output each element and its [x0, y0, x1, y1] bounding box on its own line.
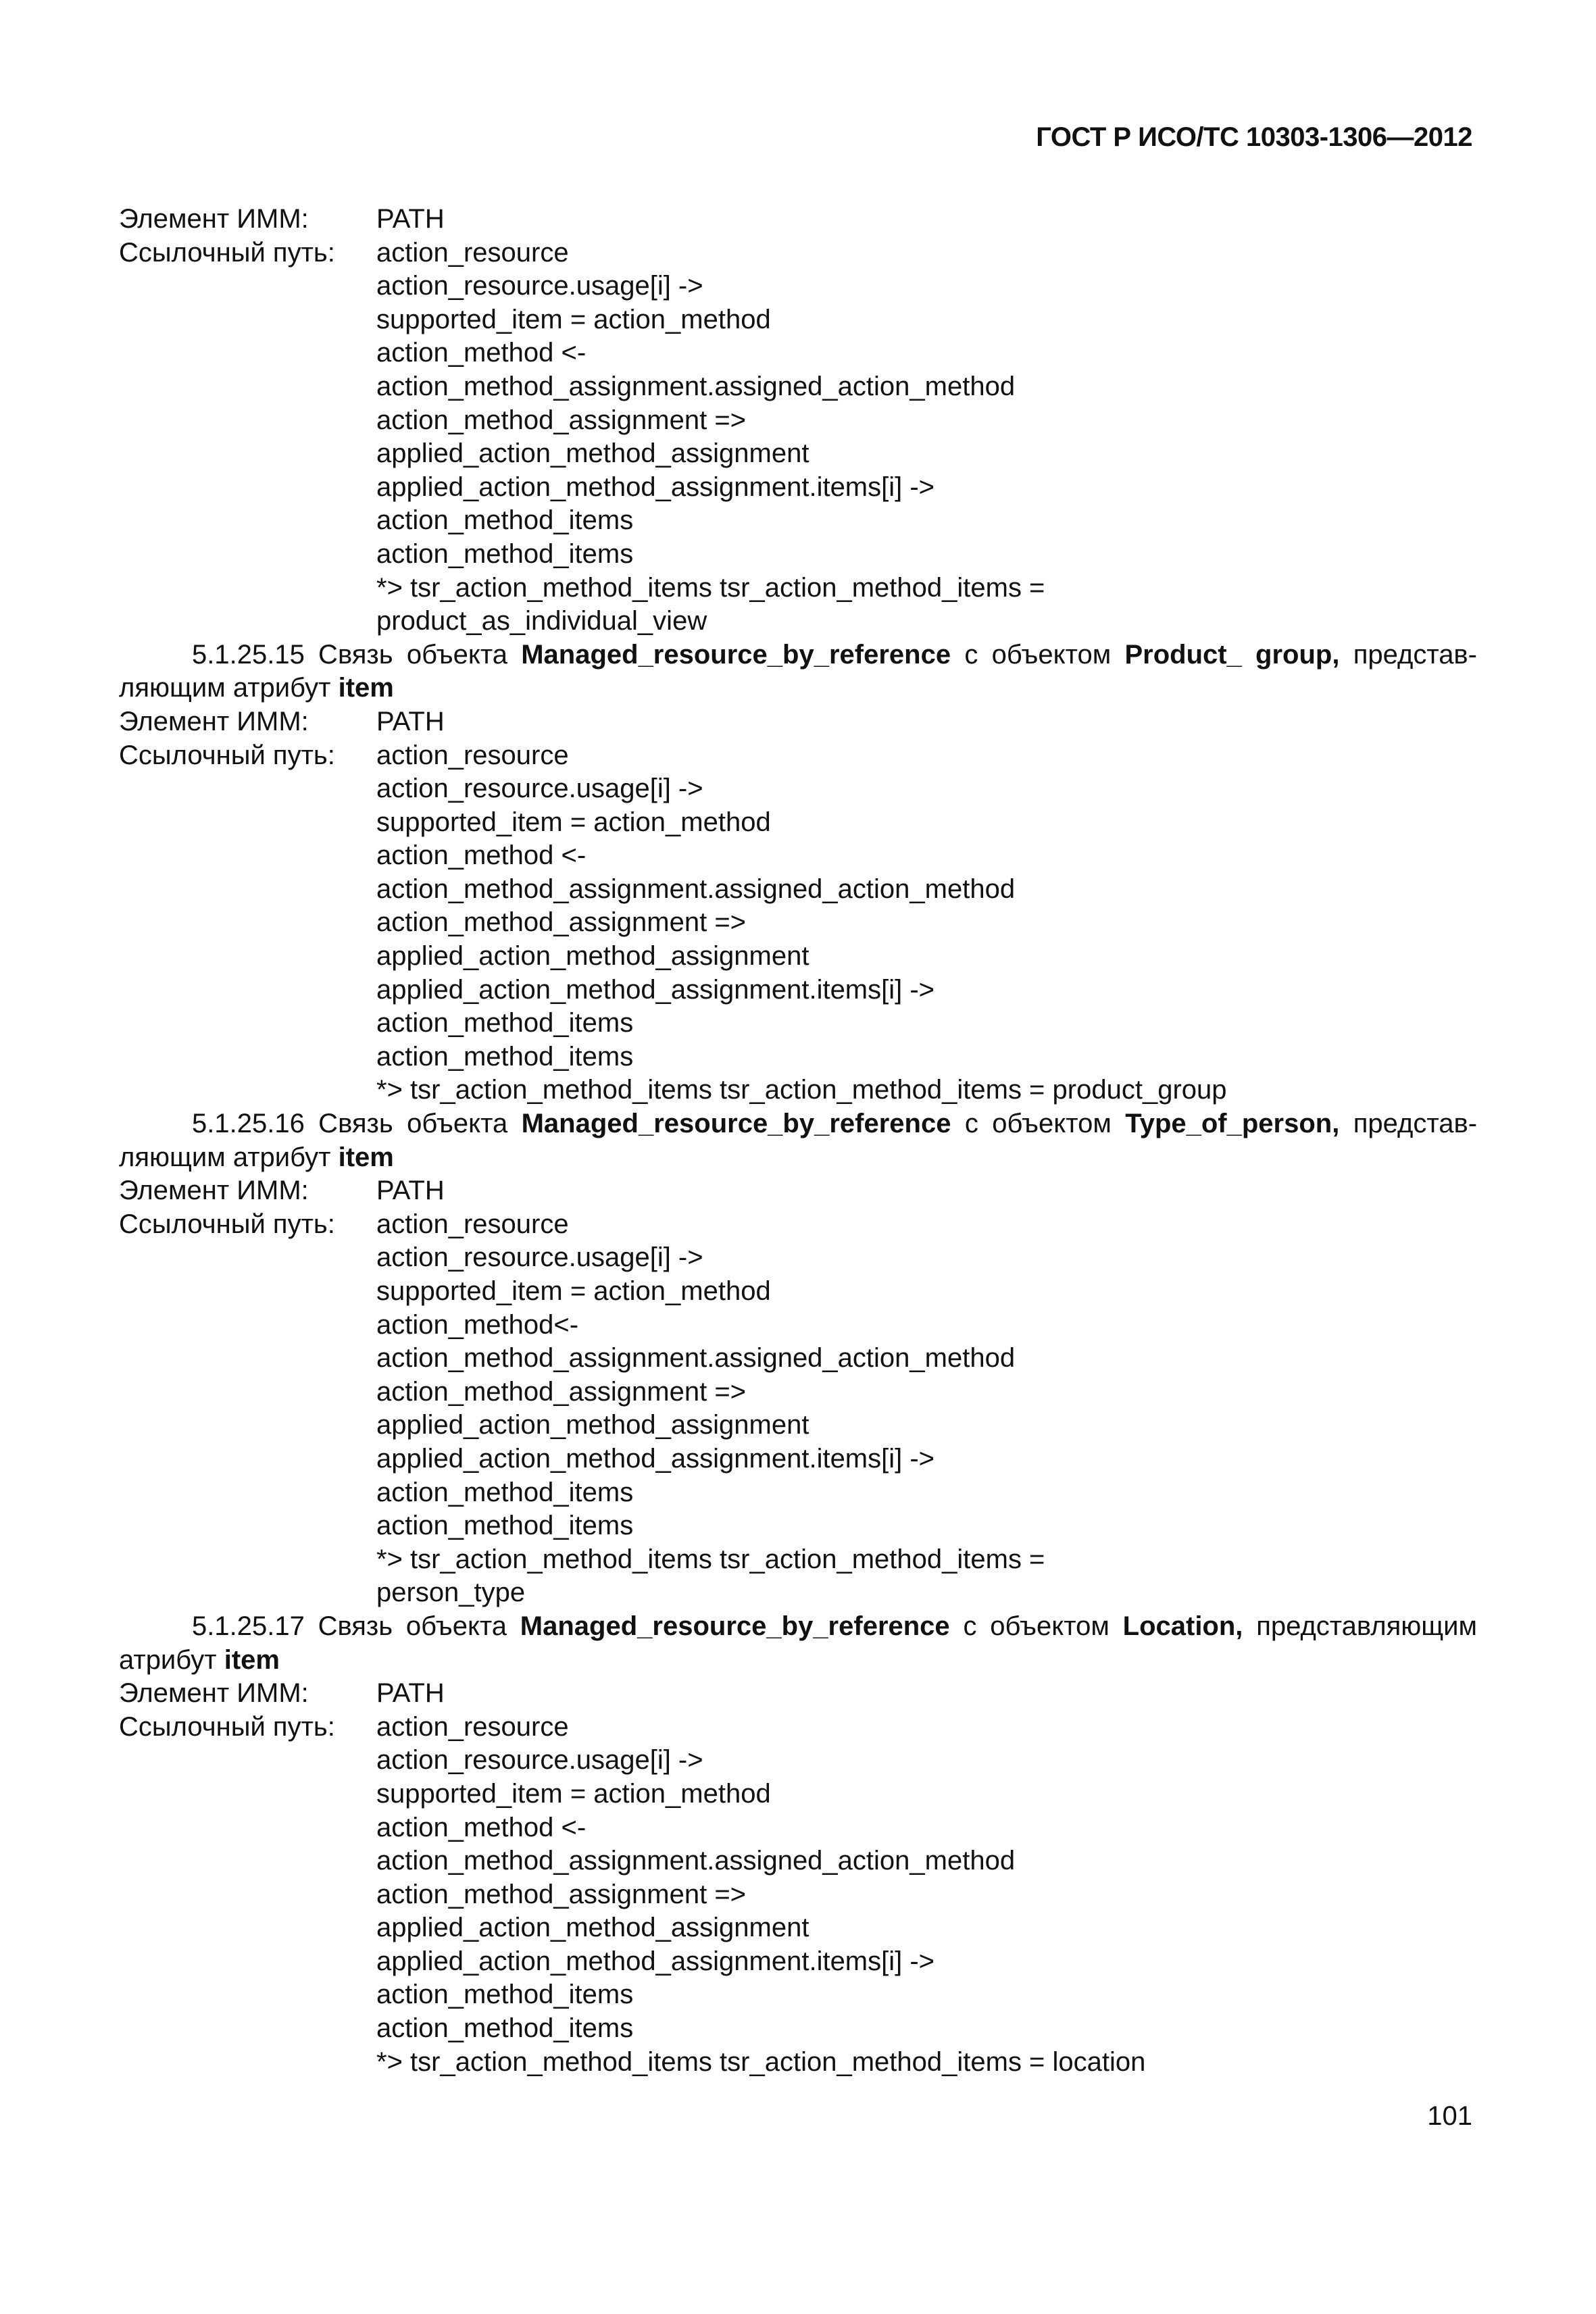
imm-element-row — [119, 1677, 1477, 1711]
section-heading — [119, 1107, 1477, 1174]
path-line: action_method_assignment.assigned_action_method — [376, 874, 1016, 904]
heading-entity: Managed_resource_by_reference — [521, 1109, 951, 1139]
path-line: action_resource — [376, 237, 569, 268]
path-line: action_method <- — [376, 840, 587, 871]
path-line: action_resource.usage[i] -> — [376, 1745, 703, 1776]
path-line: *> tsr_action_method_items tsr_action_method_items = product_group — [376, 1075, 1227, 1105]
reference-path-row — [119, 236, 1477, 270]
heading-text: представ-ляющим атрибут — [119, 639, 1478, 703]
path-line: applied_action_method_assignment — [376, 941, 809, 972]
path-line: action_resource — [376, 1711, 569, 1742]
page-header: ГОСТ Р ИСО/ТС 10303-1306—2012 — [1036, 122, 1472, 152]
path-block — [119, 203, 1477, 638]
path-line: action_method<- — [376, 1309, 579, 1340]
path-line: action_method_assignment => — [376, 907, 747, 938]
heading-text: с объектом — [951, 1109, 1126, 1139]
path-line: action_method_items — [376, 2013, 634, 2044]
path-line: action_method <- — [376, 1812, 587, 1842]
imm-element-row — [119, 1174, 1477, 1208]
imm-element-label: Элемент ИММ: — [119, 204, 309, 234]
path-line: applied_action_method_assignment — [376, 438, 809, 469]
reference-path-lines — [376, 270, 1477, 638]
path-line: action_resource.usage[i] -> — [376, 774, 703, 804]
path-line: action_method_items — [376, 1008, 634, 1038]
path-line: action_method_items — [376, 538, 634, 569]
reference-path-label: Ссылочный путь: — [119, 740, 335, 770]
document-body — [119, 203, 1477, 2079]
path-line: action_method_assignment.assigned_action_method — [376, 1846, 1016, 1876]
path-line: *> tsr_action_method_items tsr_action_method_items = — [376, 572, 1045, 603]
path-line: action_resource.usage[i] -> — [376, 1242, 703, 1273]
path-line: applied_action_method_assignment — [376, 1410, 809, 1440]
path-line: action_method_items — [376, 505, 634, 536]
reference-path-label: Ссылочный путь: — [119, 237, 335, 268]
path-line: action_method_assignment.assigned_action_method — [376, 371, 1016, 401]
path-line: applied_action_method_assignment.items[i] -> — [376, 974, 935, 1005]
page-number: 101 — [1427, 2101, 1472, 2131]
path-line: *> tsr_action_method_items tsr_action_method_items = — [376, 1544, 1045, 1574]
path-line: action_method_items — [376, 1511, 634, 1541]
reference-path-row — [119, 1711, 1477, 1744]
heading-entity: Managed_resource_by_reference — [521, 639, 951, 670]
path-line: applied_action_method_assignment — [376, 1913, 809, 1943]
heading-target-entity: Location, — [1122, 1611, 1243, 1641]
path-line: action_resource.usage[i] -> — [376, 271, 703, 301]
heading-attribute: item — [224, 1644, 280, 1675]
path-line: supported_item = action_method — [376, 1276, 771, 1306]
path-block — [119, 1610, 1477, 2079]
path-block — [119, 638, 1477, 1107]
path-line: *> tsr_action_method_items tsr_action_method_items = location — [376, 2046, 1146, 2077]
path-line: applied_action_method_assignment.items[i] -> — [376, 472, 935, 502]
path-line: action_method_assignment => — [376, 1376, 747, 1407]
path-line: action_method_items — [376, 1980, 634, 2010]
imm-element-value: PATH — [376, 1176, 445, 1206]
heading-text: 5.1.25.15 Связь объекта — [192, 639, 522, 670]
reference-path-lines — [376, 1744, 1477, 2079]
path-line: action_method_assignment => — [376, 1879, 747, 1909]
path-line: action_resource — [376, 1209, 569, 1239]
reference-path-label: Ссылочный путь: — [119, 1209, 335, 1239]
imm-element-label: Элемент ИММ: — [119, 1176, 309, 1206]
heading-text: с объектом — [949, 1611, 1123, 1641]
imm-element-label: Элемент ИММ: — [119, 1678, 309, 1709]
path-block — [119, 1107, 1477, 1610]
path-line: action_method <- — [376, 338, 587, 368]
path-line: applied_action_method_assignment.items[i] -> — [376, 1443, 935, 1474]
path-line: action_method_assignment => — [376, 405, 747, 435]
reference-path-row — [119, 1208, 1477, 1242]
imm-element-label: Элемент ИММ: — [119, 706, 309, 736]
heading-attribute: item — [338, 1142, 394, 1172]
imm-element-row — [119, 705, 1477, 739]
path-line: action_method_items — [376, 1041, 634, 1072]
heading-target-entity: Type_of_person, — [1125, 1109, 1340, 1139]
imm-element-value: PATH — [376, 706, 445, 736]
path-line: action_resource — [376, 740, 569, 770]
imm-element-value: PATH — [376, 1678, 445, 1709]
path-line: supported_item = action_method — [376, 807, 771, 837]
path-line: person_type — [376, 1578, 526, 1608]
section-heading — [119, 638, 1477, 705]
path-line: supported_item = action_method — [376, 1778, 771, 1809]
heading-text: представляющим атрибут — [119, 1611, 1478, 1675]
reference-path-row — [119, 739, 1477, 773]
heading-text: с объектом — [951, 639, 1125, 670]
heading-attribute: item — [338, 673, 394, 703]
heading-target-entity: Product_ group, — [1124, 639, 1340, 670]
path-line: product_as_individual_view — [376, 606, 707, 636]
imm-element-row — [119, 203, 1477, 236]
imm-element-value: PATH — [376, 204, 445, 234]
reference-path-label: Ссылочный путь: — [119, 1711, 335, 1742]
heading-text: 5.1.25.16 Связь объекта — [192, 1109, 522, 1139]
path-line: action_method_items — [376, 1477, 634, 1507]
section-heading — [119, 1610, 1477, 1677]
reference-path-lines — [376, 772, 1477, 1107]
heading-text: представ-ляющим атрибут — [119, 1109, 1478, 1172]
path-line: supported_item = action_method — [376, 304, 771, 334]
path-line: action_method_assignment.assigned_action_method — [376, 1343, 1016, 1374]
reference-path-lines — [376, 1241, 1477, 1610]
path-line: applied_action_method_assignment.items[i] -> — [376, 1946, 935, 1976]
heading-text: 5.1.25.17 Связь объекта — [192, 1611, 520, 1641]
heading-entity: Managed_resource_by_reference — [520, 1611, 950, 1641]
